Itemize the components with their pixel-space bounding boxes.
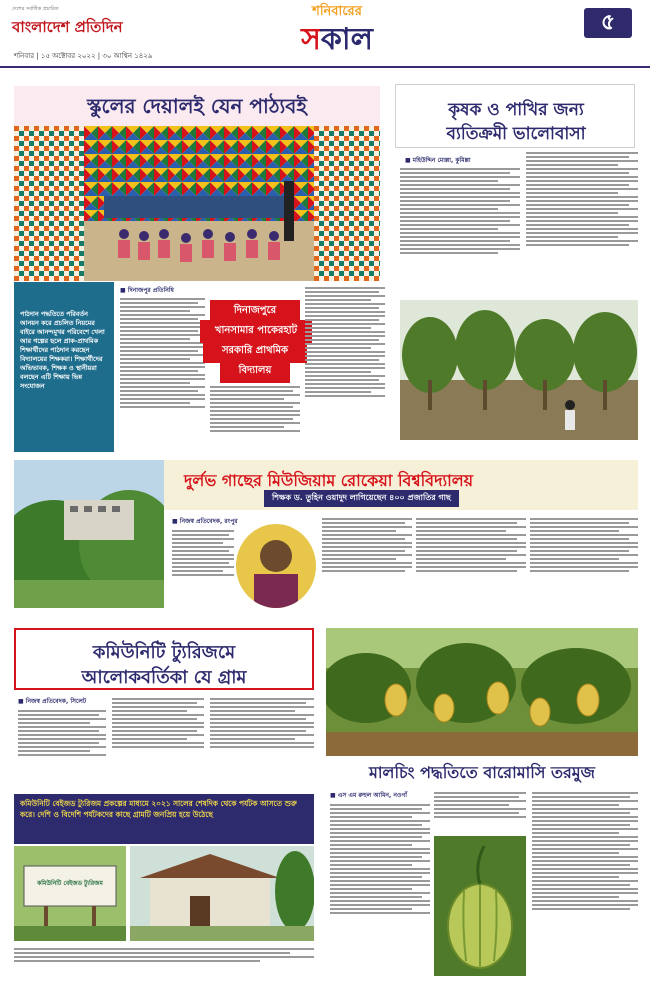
tree-museum-body-col4	[530, 516, 638, 608]
school-wall-byline: ■ দিনাজপুর প্রতিনিধি	[120, 287, 174, 294]
tree-museum-byline: ■ নিজস্ব প্রতিবেদক, রংপুর	[172, 518, 238, 525]
farmer-birds-headline-frame	[395, 84, 635, 148]
pull-quote-line-1: দিনাজপুরে	[210, 300, 300, 323]
watermelon-trellis-photo	[326, 628, 638, 756]
tourism-body-col2	[112, 696, 204, 792]
farmer-birds-headline-line1: কৃষক ও পাখির জন্য	[448, 100, 584, 120]
school-wall-body-col3	[305, 285, 385, 455]
logo-main-b: কাল	[320, 22, 373, 57]
watermelon-body-col2	[434, 790, 526, 834]
school-wall-side-caption: পাঠদান পদ্ধতিতে পরিবর্তন আনয়ন করে প্রচলিত নিয়মের বাইরে আনন্দমুখর পরিবেশে খেলা আর গল্পের ছলে প্রাক-প্রাথমিক শিক্ষার্থীদের পাঠদান করছেন বিদ্যালয়ের শিক্ষকরা। শিক্ষার্থীদের অভিভাবক, শিক্ষক ও স্থানীয়রা বলছেন এটি শিক্ষায় ভিন্ন সংযোজন	[20, 310, 105, 390]
tree-museum-headline: দুর্লভ গাছের মিউজিয়াম রোকেয়া বিশ্ববিদ্যালয়	[184, 471, 474, 490]
watermelon-headline-frame	[326, 758, 638, 784]
school-wall-headline: স্কুলের দেয়ালই যেন পাঠ্যবই	[14, 86, 380, 126]
logo-main-a: স	[301, 22, 321, 57]
tourism-body-col3	[210, 696, 314, 792]
watermelon-body-col3	[532, 790, 638, 978]
watermelon-body-col1	[330, 802, 430, 978]
tree-museum-subhead: শিক্ষক ড. তুহিন ওয়াদুদ লাগিয়েছেন ৪০০ প্রজাতির গাছ	[264, 490, 459, 507]
watermelon-closeup-photo	[434, 836, 526, 976]
logo-top-text: শনিবারের	[312, 4, 362, 19]
tourism-body-bottom	[14, 946, 314, 978]
teacher-portrait	[236, 524, 316, 608]
watermelon-headline: মালচিং পদ্ধতিতে বারোমাসি তরমুজ	[369, 763, 595, 782]
logo-main-text	[262, 23, 412, 57]
tourism-highlight: কমিউনিটি বেইজড ট্যুরিজম প্রকল্পের মাধ্যমে ২০২১ সালের শেষদিক থেকে পর্যটক আসতে শুরু করে। দেশি ও বিদেশি পর্যটকদের কাছে গ্রামটি জনপ্রিয় হয়ে উঠেছে	[14, 794, 314, 844]
masthead	[0, 0, 650, 68]
brand-tagline: দেশের সর্বাধিক প্রচারিত	[12, 6, 59, 12]
tourism-headline-line1: কমিউনিটি ট্যুরিজমে	[92, 642, 236, 663]
school-wall-body-col2	[210, 384, 300, 456]
tree-museum-body-col3	[416, 516, 526, 608]
farmer-birds-body-col2	[526, 150, 638, 298]
page-number: ৫	[584, 8, 632, 38]
watermelon-byline: ■ এস এম রুহুল আমিন, নওগাঁ	[330, 792, 408, 799]
tree-museum-campus-photo	[14, 460, 164, 608]
tourism-village-photo	[130, 846, 314, 941]
tourism-byline: ■ নিজস্ব প্রতিবেদক, সিলেট	[18, 698, 87, 705]
farmer-birds-body-col1	[400, 166, 520, 296]
tourism-body-col1	[18, 708, 106, 792]
pull-quote-line-4: বিদ্যালয়	[220, 360, 290, 383]
tourism-sign-text: কমিউনিটি বেইজড ট্যুরিজম	[37, 880, 103, 887]
tourism-sign-photo	[14, 846, 126, 941]
farmer-birds-photo	[400, 300, 638, 440]
tourism-headline-line2: আলোকবর্তিকা যে গ্রাম	[81, 667, 247, 688]
brand-name: বাংলাদেশ প্রতিদিন	[12, 18, 123, 36]
brand	[12, 6, 123, 41]
dateline: শনিবার | ১৫ অক্টোবর ২০২২ | ৩০ আশ্বিন ১৪২৯	[14, 52, 153, 60]
shonibarer-sokal-logo	[262, 2, 412, 66]
farmer-birds-headline-line2: ব্যতিক্রমী ভালোবাসা	[446, 124, 586, 144]
school-wall-body-col1	[120, 296, 205, 456]
tree-museum-body-col2	[322, 516, 412, 608]
school-wall-photo	[14, 126, 380, 281]
pull-quote-line-2: খানসামার পাকেরহাট	[200, 320, 312, 343]
pull-quote-line-3: সরকারি প্রাথমিক	[203, 340, 307, 363]
school-wall-side-panel	[14, 282, 114, 452]
tourism-headline-frame	[14, 628, 314, 690]
farmer-birds-byline: ■ মহিউদ্দিন মোল্লা, কুমিল্লা	[405, 157, 471, 164]
tree-museum-body-col1	[172, 528, 234, 608]
